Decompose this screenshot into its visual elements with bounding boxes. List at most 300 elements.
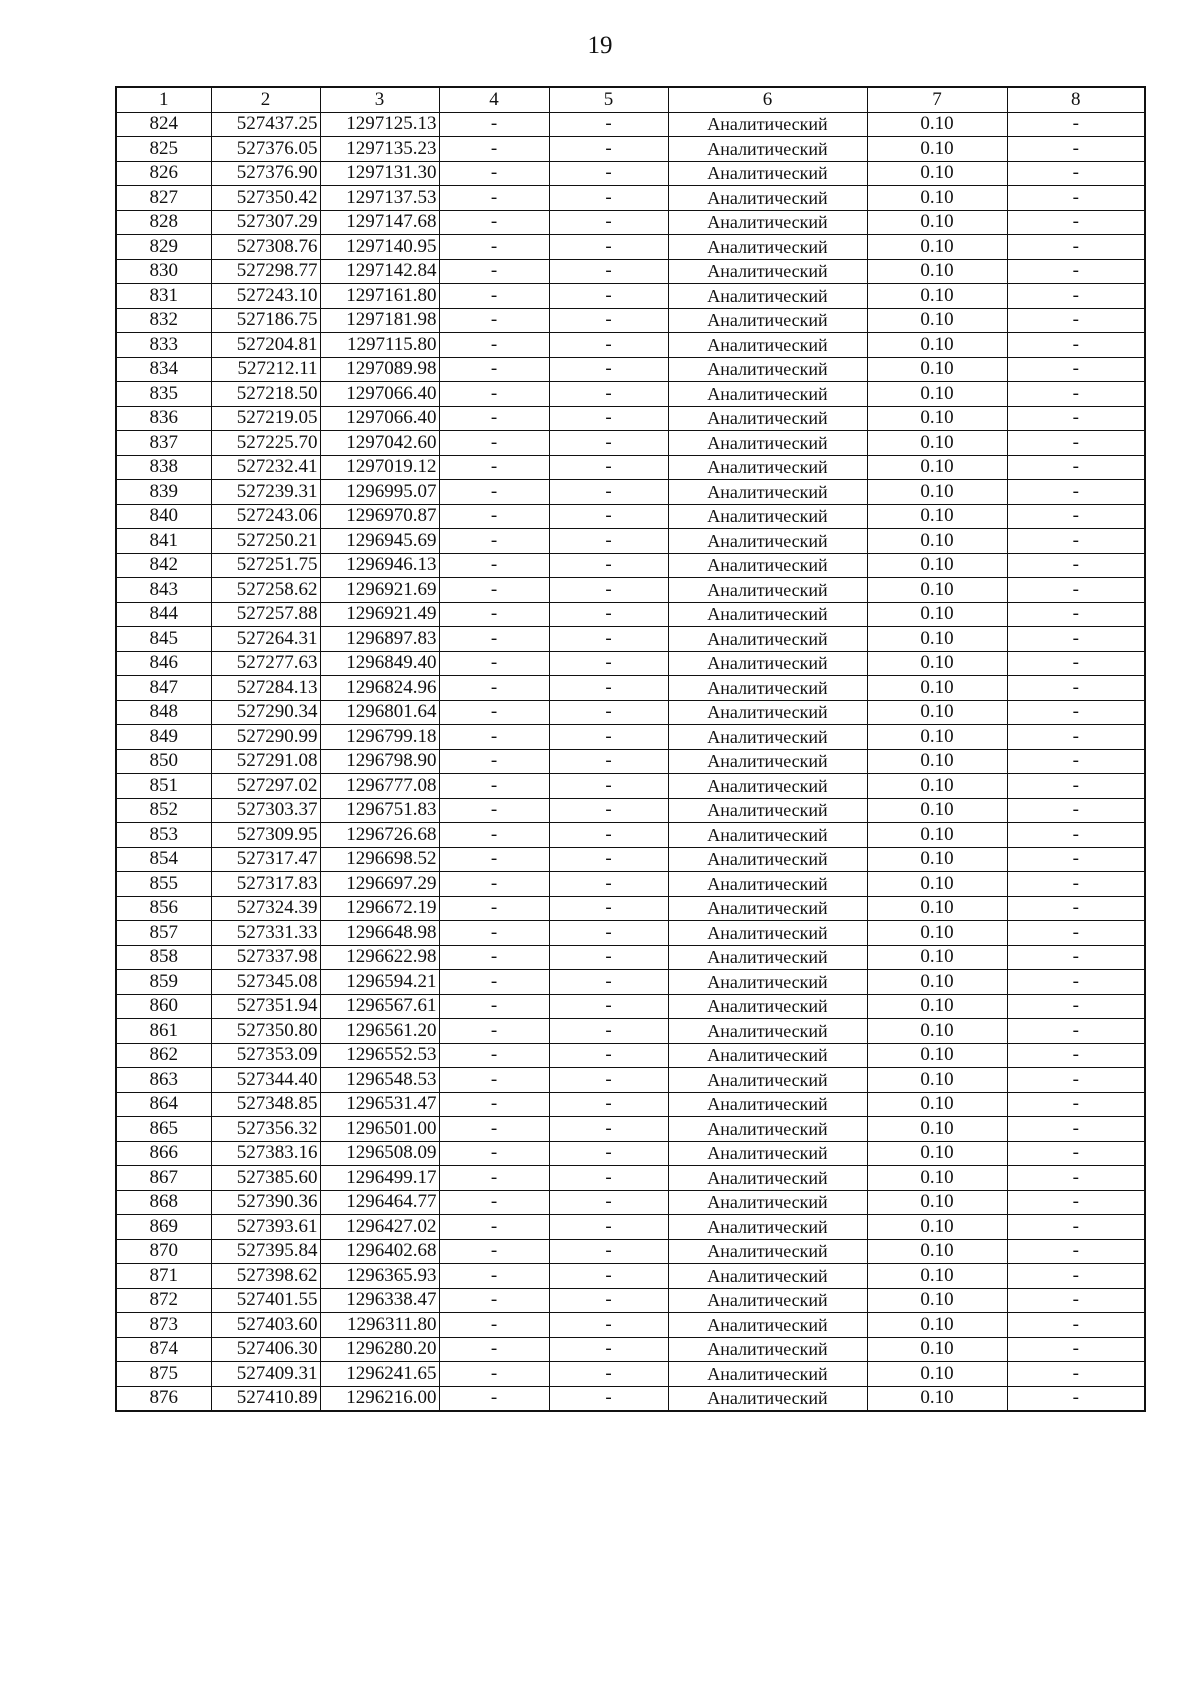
table-row [116, 112, 1145, 137]
col4-cell: - [439, 774, 549, 799]
col4-cell: - [439, 235, 549, 260]
method-cell: Аналитический [668, 1215, 867, 1240]
table-row [116, 1239, 1145, 1264]
col8-cell: - [1007, 700, 1145, 725]
accuracy-cell: 0.10 [867, 896, 1007, 921]
point-number-cell: 873 [116, 1313, 211, 1338]
method-cell: Аналитический [668, 872, 867, 897]
table-row [116, 406, 1145, 431]
col5-cell: - [549, 210, 668, 235]
col5-cell: - [549, 1215, 668, 1240]
x-coordinate-cell: 527376.05 [211, 137, 320, 162]
point-number-cell: 856 [116, 896, 211, 921]
col5-cell: - [549, 847, 668, 872]
col8-cell: - [1007, 1092, 1145, 1117]
point-number-cell: 876 [116, 1386, 211, 1411]
col4-cell: - [439, 259, 549, 284]
col5-cell: - [549, 1043, 668, 1068]
point-number-cell: 850 [116, 749, 211, 774]
table-row [116, 1386, 1145, 1411]
method-cell: Аналитический [668, 333, 867, 358]
y-coordinate-cell: 1296921.49 [320, 602, 439, 627]
method-cell: Аналитический [668, 700, 867, 725]
col4-cell: - [439, 1264, 549, 1289]
col5-cell: - [549, 1092, 668, 1117]
point-number-cell: 831 [116, 284, 211, 309]
method-cell: Аналитический [668, 1239, 867, 1264]
point-number-cell: 872 [116, 1288, 211, 1313]
col8-cell: - [1007, 627, 1145, 652]
col5-cell: - [549, 725, 668, 750]
accuracy-cell: 0.10 [867, 1337, 1007, 1362]
col4-cell: - [439, 1019, 549, 1044]
col4-cell: - [439, 725, 549, 750]
col4-cell: - [439, 333, 549, 358]
col8-cell: - [1007, 872, 1145, 897]
y-coordinate-cell: 1296799.18 [320, 725, 439, 750]
table-row [116, 1166, 1145, 1191]
col8-cell: - [1007, 235, 1145, 260]
point-number-cell: 845 [116, 627, 211, 652]
y-coordinate-cell: 1296241.65 [320, 1362, 439, 1387]
accuracy-cell: 0.10 [867, 259, 1007, 284]
x-coordinate-cell: 527232.41 [211, 455, 320, 480]
col4-cell: - [439, 1215, 549, 1240]
x-coordinate-cell: 527290.99 [211, 725, 320, 750]
method-cell: Аналитический [668, 1117, 867, 1142]
col5-cell: - [549, 406, 668, 431]
accuracy-cell: 0.10 [867, 676, 1007, 701]
accuracy-cell: 0.10 [867, 308, 1007, 333]
col4-cell: - [439, 1043, 549, 1068]
table-row [116, 578, 1145, 603]
y-coordinate-cell: 1296672.19 [320, 896, 439, 921]
method-cell: Аналитический [668, 823, 867, 848]
col4-cell: - [439, 1092, 549, 1117]
col8-cell: - [1007, 137, 1145, 162]
method-cell: Аналитический [668, 284, 867, 309]
x-coordinate-cell: 527345.08 [211, 970, 320, 995]
accuracy-cell: 0.10 [867, 1141, 1007, 1166]
accuracy-cell: 0.10 [867, 1264, 1007, 1289]
method-cell: Аналитический [668, 161, 867, 186]
table-row [116, 774, 1145, 799]
col5-cell: - [549, 945, 668, 970]
col4-cell: - [439, 700, 549, 725]
point-number-cell: 847 [116, 676, 211, 701]
method-cell: Аналитический [668, 431, 867, 456]
method-cell: Аналитический [668, 1190, 867, 1215]
y-coordinate-cell: 1296594.21 [320, 970, 439, 995]
y-coordinate-cell: 1296338.47 [320, 1288, 439, 1313]
col4-cell: - [439, 1141, 549, 1166]
col8-cell: - [1007, 1190, 1145, 1215]
col4-cell: - [439, 1190, 549, 1215]
accuracy-cell: 0.10 [867, 1043, 1007, 1068]
x-coordinate-cell: 527290.34 [211, 700, 320, 725]
col5-cell: - [549, 676, 668, 701]
col8-cell: - [1007, 553, 1145, 578]
accuracy-cell: 0.10 [867, 210, 1007, 235]
col5-cell: - [549, 823, 668, 848]
y-coordinate-cell: 1296921.69 [320, 578, 439, 603]
method-cell: Аналитический [668, 749, 867, 774]
accuracy-cell: 0.10 [867, 406, 1007, 431]
col8-cell: - [1007, 1019, 1145, 1044]
x-coordinate-cell: 527350.42 [211, 186, 320, 211]
point-number-cell: 834 [116, 357, 211, 382]
y-coordinate-cell: 1297042.60 [320, 431, 439, 456]
x-coordinate-cell: 527298.77 [211, 259, 320, 284]
col5-cell: - [549, 1019, 668, 1044]
column-header: 6 [668, 87, 867, 112]
x-coordinate-cell: 527250.21 [211, 529, 320, 554]
table-row [116, 1141, 1145, 1166]
method-cell: Аналитический [668, 847, 867, 872]
col5-cell: - [549, 1288, 668, 1313]
accuracy-cell: 0.10 [867, 1362, 1007, 1387]
y-coordinate-cell: 1297125.13 [320, 112, 439, 137]
table-row [116, 1043, 1145, 1068]
table-row [116, 1215, 1145, 1240]
x-coordinate-cell: 527331.33 [211, 921, 320, 946]
table-row [116, 480, 1145, 505]
x-coordinate-cell: 527277.63 [211, 651, 320, 676]
point-number-cell: 848 [116, 700, 211, 725]
table-row [116, 1092, 1145, 1117]
accuracy-cell: 0.10 [867, 137, 1007, 162]
col4-cell: - [439, 1288, 549, 1313]
y-coordinate-cell: 1296622.98 [320, 945, 439, 970]
method-cell: Аналитический [668, 357, 867, 382]
column-header: 1 [116, 87, 211, 112]
accuracy-cell: 0.10 [867, 872, 1007, 897]
col5-cell: - [549, 1117, 668, 1142]
col5-cell: - [549, 308, 668, 333]
point-number-cell: 832 [116, 308, 211, 333]
point-number-cell: 870 [116, 1239, 211, 1264]
x-coordinate-cell: 527297.02 [211, 774, 320, 799]
col4-cell: - [439, 284, 549, 309]
accuracy-cell: 0.10 [867, 235, 1007, 260]
point-number-cell: 852 [116, 798, 211, 823]
table-row [116, 1190, 1145, 1215]
col8-cell: - [1007, 1264, 1145, 1289]
x-coordinate-cell: 527344.40 [211, 1068, 320, 1093]
col5-cell: - [549, 921, 668, 946]
table-header-row [116, 87, 1145, 112]
method-cell: Аналитический [668, 578, 867, 603]
x-coordinate-cell: 527351.94 [211, 994, 320, 1019]
col5-cell: - [549, 259, 668, 284]
y-coordinate-cell: 1296501.00 [320, 1117, 439, 1142]
accuracy-cell: 0.10 [867, 970, 1007, 995]
point-number-cell: 854 [116, 847, 211, 872]
point-number-cell: 824 [116, 112, 211, 137]
y-coordinate-cell: 1296697.29 [320, 872, 439, 897]
method-cell: Аналитический [668, 994, 867, 1019]
accuracy-cell: 0.10 [867, 651, 1007, 676]
coordinates-table [115, 86, 1146, 1412]
accuracy-cell: 0.10 [867, 1019, 1007, 1044]
col8-cell: - [1007, 186, 1145, 211]
point-number-cell: 875 [116, 1362, 211, 1387]
col5-cell: - [549, 627, 668, 652]
table-row [116, 970, 1145, 995]
col5-cell: - [549, 333, 668, 358]
point-number-cell: 849 [116, 725, 211, 750]
table-row [116, 529, 1145, 554]
table-row [116, 823, 1145, 848]
accuracy-cell: 0.10 [867, 1117, 1007, 1142]
x-coordinate-cell: 527395.84 [211, 1239, 320, 1264]
x-coordinate-cell: 527251.75 [211, 553, 320, 578]
col4-cell: - [439, 1239, 549, 1264]
accuracy-cell: 0.10 [867, 1166, 1007, 1191]
table-row [116, 896, 1145, 921]
col8-cell: - [1007, 210, 1145, 235]
point-number-cell: 857 [116, 921, 211, 946]
accuracy-cell: 0.10 [867, 749, 1007, 774]
table-row [116, 700, 1145, 725]
accuracy-cell: 0.10 [867, 504, 1007, 529]
col8-cell: - [1007, 725, 1145, 750]
method-cell: Аналитический [668, 504, 867, 529]
y-coordinate-cell: 1297140.95 [320, 235, 439, 260]
col8-cell: - [1007, 994, 1145, 1019]
point-number-cell: 841 [116, 529, 211, 554]
point-number-cell: 866 [116, 1141, 211, 1166]
table-row [116, 1019, 1145, 1044]
accuracy-cell: 0.10 [867, 1068, 1007, 1093]
col4-cell: - [439, 578, 549, 603]
method-cell: Аналитический [668, 1043, 867, 1068]
x-coordinate-cell: 527212.11 [211, 357, 320, 382]
accuracy-cell: 0.10 [867, 431, 1007, 456]
accuracy-cell: 0.10 [867, 382, 1007, 407]
col8-cell: - [1007, 357, 1145, 382]
x-coordinate-cell: 527376.90 [211, 161, 320, 186]
col4-cell: - [439, 676, 549, 701]
col4-cell: - [439, 1166, 549, 1191]
table-row [116, 1264, 1145, 1289]
x-coordinate-cell: 527219.05 [211, 406, 320, 431]
y-coordinate-cell: 1296801.64 [320, 700, 439, 725]
point-number-cell: 838 [116, 455, 211, 480]
method-cell: Аналитический [668, 1264, 867, 1289]
col4-cell: - [439, 455, 549, 480]
col5-cell: - [549, 161, 668, 186]
col8-cell: - [1007, 161, 1145, 186]
method-cell: Аналитический [668, 651, 867, 676]
method-cell: Аналитический [668, 1313, 867, 1338]
y-coordinate-cell: 1296427.02 [320, 1215, 439, 1240]
y-coordinate-cell: 1296365.93 [320, 1264, 439, 1289]
table-row [116, 504, 1145, 529]
accuracy-cell: 0.10 [867, 1215, 1007, 1240]
col4-cell: - [439, 112, 549, 137]
accuracy-cell: 0.10 [867, 553, 1007, 578]
x-coordinate-cell: 527303.37 [211, 798, 320, 823]
table-row [116, 676, 1145, 701]
col8-cell: - [1007, 676, 1145, 701]
accuracy-cell: 0.10 [867, 847, 1007, 872]
point-number-cell: 855 [116, 872, 211, 897]
col8-cell: - [1007, 1117, 1145, 1142]
table-row [116, 161, 1145, 186]
method-cell: Аналитический [668, 553, 867, 578]
table-row [116, 921, 1145, 946]
point-number-cell: 827 [116, 186, 211, 211]
col5-cell: - [549, 798, 668, 823]
col4-cell: - [439, 431, 549, 456]
col5-cell: - [549, 529, 668, 554]
col5-cell: - [549, 1068, 668, 1093]
col8-cell: - [1007, 774, 1145, 799]
table-row [116, 994, 1145, 1019]
table-row [116, 627, 1145, 652]
accuracy-cell: 0.10 [867, 798, 1007, 823]
method-cell: Аналитический [668, 945, 867, 970]
method-cell: Аналитический [668, 1092, 867, 1117]
x-coordinate-cell: 527403.60 [211, 1313, 320, 1338]
point-number-cell: 853 [116, 823, 211, 848]
x-coordinate-cell: 527243.06 [211, 504, 320, 529]
accuracy-cell: 0.10 [867, 529, 1007, 554]
y-coordinate-cell: 1297115.80 [320, 333, 439, 358]
y-coordinate-cell: 1296824.96 [320, 676, 439, 701]
x-coordinate-cell: 527390.36 [211, 1190, 320, 1215]
column-header: 4 [439, 87, 549, 112]
point-number-cell: 863 [116, 1068, 211, 1093]
table-row [116, 137, 1145, 162]
accuracy-cell: 0.10 [867, 455, 1007, 480]
point-number-cell: 867 [116, 1166, 211, 1191]
method-cell: Аналитический [668, 725, 867, 750]
accuracy-cell: 0.10 [867, 1092, 1007, 1117]
method-cell: Аналитический [668, 308, 867, 333]
col8-cell: - [1007, 284, 1145, 309]
y-coordinate-cell: 1296216.00 [320, 1386, 439, 1411]
y-coordinate-cell: 1297135.23 [320, 137, 439, 162]
col4-cell: - [439, 896, 549, 921]
col8-cell: - [1007, 1166, 1145, 1191]
col4-cell: - [439, 308, 549, 333]
method-cell: Аналитический [668, 259, 867, 284]
col5-cell: - [549, 1239, 668, 1264]
accuracy-cell: 0.10 [867, 284, 1007, 309]
method-cell: Аналитический [668, 774, 867, 799]
point-number-cell: 837 [116, 431, 211, 456]
y-coordinate-cell: 1296777.08 [320, 774, 439, 799]
method-cell: Аналитический [668, 1288, 867, 1313]
col8-cell: - [1007, 382, 1145, 407]
y-coordinate-cell: 1297137.53 [320, 186, 439, 211]
x-coordinate-cell: 527243.10 [211, 284, 320, 309]
x-coordinate-cell: 527239.31 [211, 480, 320, 505]
method-cell: Аналитический [668, 455, 867, 480]
table-row [116, 553, 1145, 578]
method-cell: Аналитический [668, 1337, 867, 1362]
x-coordinate-cell: 527324.39 [211, 896, 320, 921]
accuracy-cell: 0.10 [867, 578, 1007, 603]
col4-cell: - [439, 1362, 549, 1387]
method-cell: Аналитический [668, 235, 867, 260]
y-coordinate-cell: 1297161.80 [320, 284, 439, 309]
col8-cell: - [1007, 480, 1145, 505]
accuracy-cell: 0.10 [867, 1386, 1007, 1411]
method-cell: Аналитический [668, 480, 867, 505]
table-row [116, 455, 1145, 480]
col4-cell: - [439, 137, 549, 162]
method-cell: Аналитический [668, 627, 867, 652]
column-header: 8 [1007, 87, 1145, 112]
y-coordinate-cell: 1296311.80 [320, 1313, 439, 1338]
point-number-cell: 844 [116, 602, 211, 627]
x-coordinate-cell: 527186.75 [211, 308, 320, 333]
col5-cell: - [549, 602, 668, 627]
method-cell: Аналитический [668, 186, 867, 211]
x-coordinate-cell: 527317.83 [211, 872, 320, 897]
x-coordinate-cell: 527348.85 [211, 1092, 320, 1117]
col4-cell: - [439, 504, 549, 529]
col8-cell: - [1007, 1141, 1145, 1166]
col8-cell: - [1007, 259, 1145, 284]
col8-cell: - [1007, 504, 1145, 529]
table-row [116, 798, 1145, 823]
col5-cell: - [549, 578, 668, 603]
y-coordinate-cell: 1296499.17 [320, 1166, 439, 1191]
method-cell: Аналитический [668, 896, 867, 921]
y-coordinate-cell: 1296995.07 [320, 480, 439, 505]
point-number-cell: 829 [116, 235, 211, 260]
x-coordinate-cell: 527337.98 [211, 945, 320, 970]
y-coordinate-cell: 1297066.40 [320, 406, 439, 431]
y-coordinate-cell: 1296464.77 [320, 1190, 439, 1215]
col8-cell: - [1007, 1288, 1145, 1313]
col4-cell: - [439, 186, 549, 211]
y-coordinate-cell: 1296751.83 [320, 798, 439, 823]
col5-cell: - [549, 112, 668, 137]
col8-cell: - [1007, 578, 1145, 603]
col8-cell: - [1007, 602, 1145, 627]
col8-cell: - [1007, 896, 1145, 921]
x-coordinate-cell: 527308.76 [211, 235, 320, 260]
col4-cell: - [439, 1068, 549, 1093]
accuracy-cell: 0.10 [867, 774, 1007, 799]
method-cell: Аналитический [668, 1068, 867, 1093]
col5-cell: - [549, 970, 668, 995]
point-number-cell: 846 [116, 651, 211, 676]
point-number-cell: 874 [116, 1337, 211, 1362]
method-cell: Аналитический [668, 1166, 867, 1191]
col4-cell: - [439, 627, 549, 652]
accuracy-cell: 0.10 [867, 725, 1007, 750]
col4-cell: - [439, 798, 549, 823]
y-coordinate-cell: 1296567.61 [320, 994, 439, 1019]
col4-cell: - [439, 970, 549, 995]
point-number-cell: 868 [116, 1190, 211, 1215]
y-coordinate-cell: 1297142.84 [320, 259, 439, 284]
col5-cell: - [549, 896, 668, 921]
col8-cell: - [1007, 1239, 1145, 1264]
col5-cell: - [549, 553, 668, 578]
col4-cell: - [439, 921, 549, 946]
col8-cell: - [1007, 1313, 1145, 1338]
y-coordinate-cell: 1296548.53 [320, 1068, 439, 1093]
col5-cell: - [549, 994, 668, 1019]
x-coordinate-cell: 527410.89 [211, 1386, 320, 1411]
